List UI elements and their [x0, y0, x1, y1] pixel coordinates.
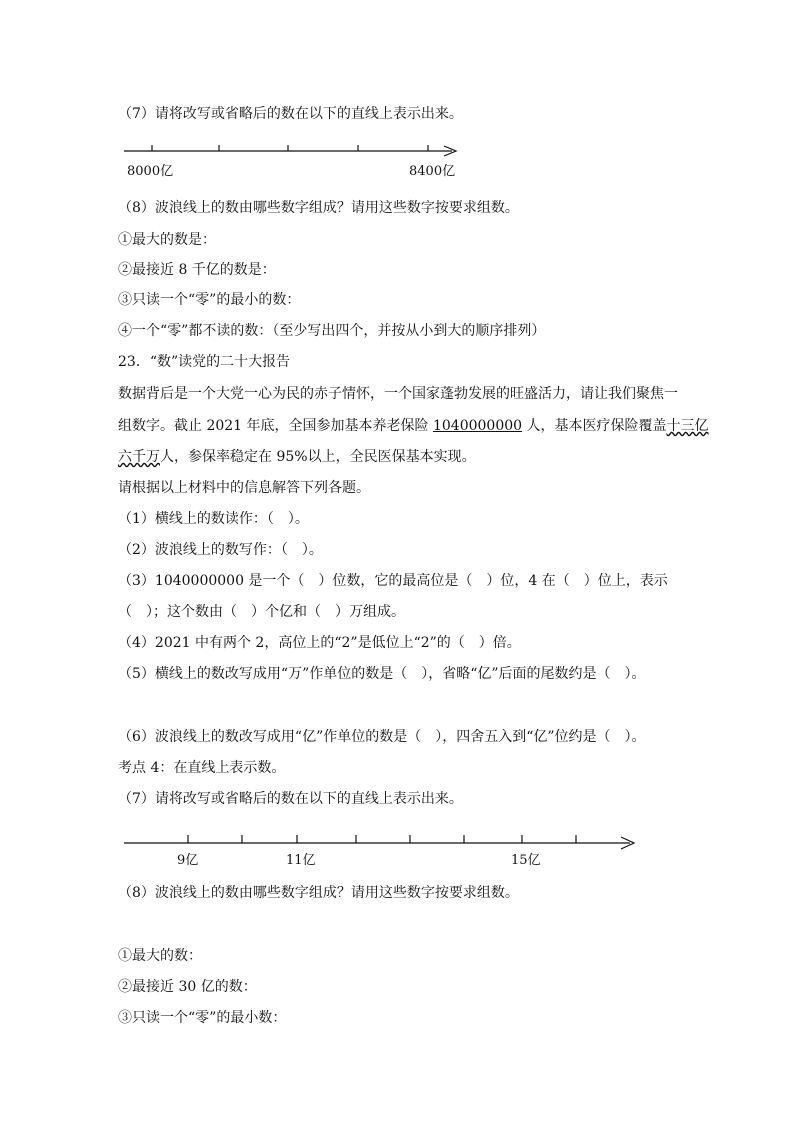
question-7-top: （7）请将改写或省略后的数在以下的直线上表示出来。	[118, 106, 463, 122]
question-8-top: （8）波浪线上的数由哪些数字组成？请用这些数字按要求组数。	[118, 200, 519, 216]
sub-question-3a: （3）1040000000 是一个（ ）位数，它的最高位是（ ）位，4 在（ ）位上，表示	[118, 573, 668, 589]
sub-question-2: （2）波浪线上的数写作：（ ）。	[118, 542, 323, 558]
instructions: 请根据以上材料中的信息解答下列各题。	[118, 480, 370, 496]
wavy-number-part1: 十三亿	[666, 418, 709, 434]
axis-label-9: 9亿	[177, 853, 199, 868]
question-23-heading: 23．“数”读党的二十大报告	[118, 354, 291, 370]
axis-label-15: 15亿	[511, 853, 541, 868]
axis-label-8000: 8000亿	[127, 164, 174, 179]
text-run: 人，参保率稳定在 95%以上，全民医保基本实现。	[160, 449, 476, 465]
list-item: ②最接近 30 亿的数：	[118, 979, 257, 995]
kaodian-4: 考点 4：在直线上表示数。	[118, 760, 286, 776]
list-item: ①最大的数：	[118, 948, 202, 964]
text-run: 组数字。截止 2021 年底，全国参加基本养老保险	[118, 418, 433, 434]
list-item: ③只读一个“零”的最小的数：	[118, 292, 301, 308]
wavy-number-part2: 六千万	[118, 449, 160, 465]
axis-label-8400: 8400亿	[409, 164, 456, 179]
sub-question-5: （5）横线上的数改写成用“万”作单位的数是（ ），省略“亿”后面的尾数约是（ ）。	[118, 666, 646, 682]
list-item: ②最接近 8 千亿的数是：	[118, 262, 276, 278]
list-item: ①最大的数是：	[118, 232, 216, 248]
sub-question-8: （8）波浪线上的数由哪些数字组成？请用这些数字按要求组数。	[118, 885, 519, 901]
material-line-1: 数据背后是一个大党一心为民的赤子情怀，一个国家蓬勃发展的旺盛活力，请让我们聚焦一	[118, 386, 678, 402]
underlined-number: 1040000000	[432, 418, 523, 434]
text-run: 人，基本医疗保险覆盖	[522, 418, 667, 434]
sub-question-4: （4）2021 中有两个 2，高位上的“2”是低位上“2”的（ ）倍。	[118, 635, 521, 651]
sub-question-6: （6）波浪线上的数改写成用“亿”作单位的数是（ ），四舍五入到“亿”位约是（ ）。	[118, 729, 646, 745]
list-item: ③只读一个“零”的最小数：	[118, 1010, 287, 1026]
axis-label-11: 11亿	[286, 853, 316, 868]
list-item: ④一个“零”都不读的数：（至少写出四个，并按从小到大的顺序排列）	[118, 323, 546, 339]
sub-question-7: （7）请将改写或省略后的数在以下的直线上表示出来。	[118, 791, 463, 807]
sub-question-3b: （ ）；这个数由（ ）个亿和（ ）万组成。	[118, 604, 405, 620]
sub-question-1: （1）横线上的数读作：（ ）。	[118, 511, 309, 527]
